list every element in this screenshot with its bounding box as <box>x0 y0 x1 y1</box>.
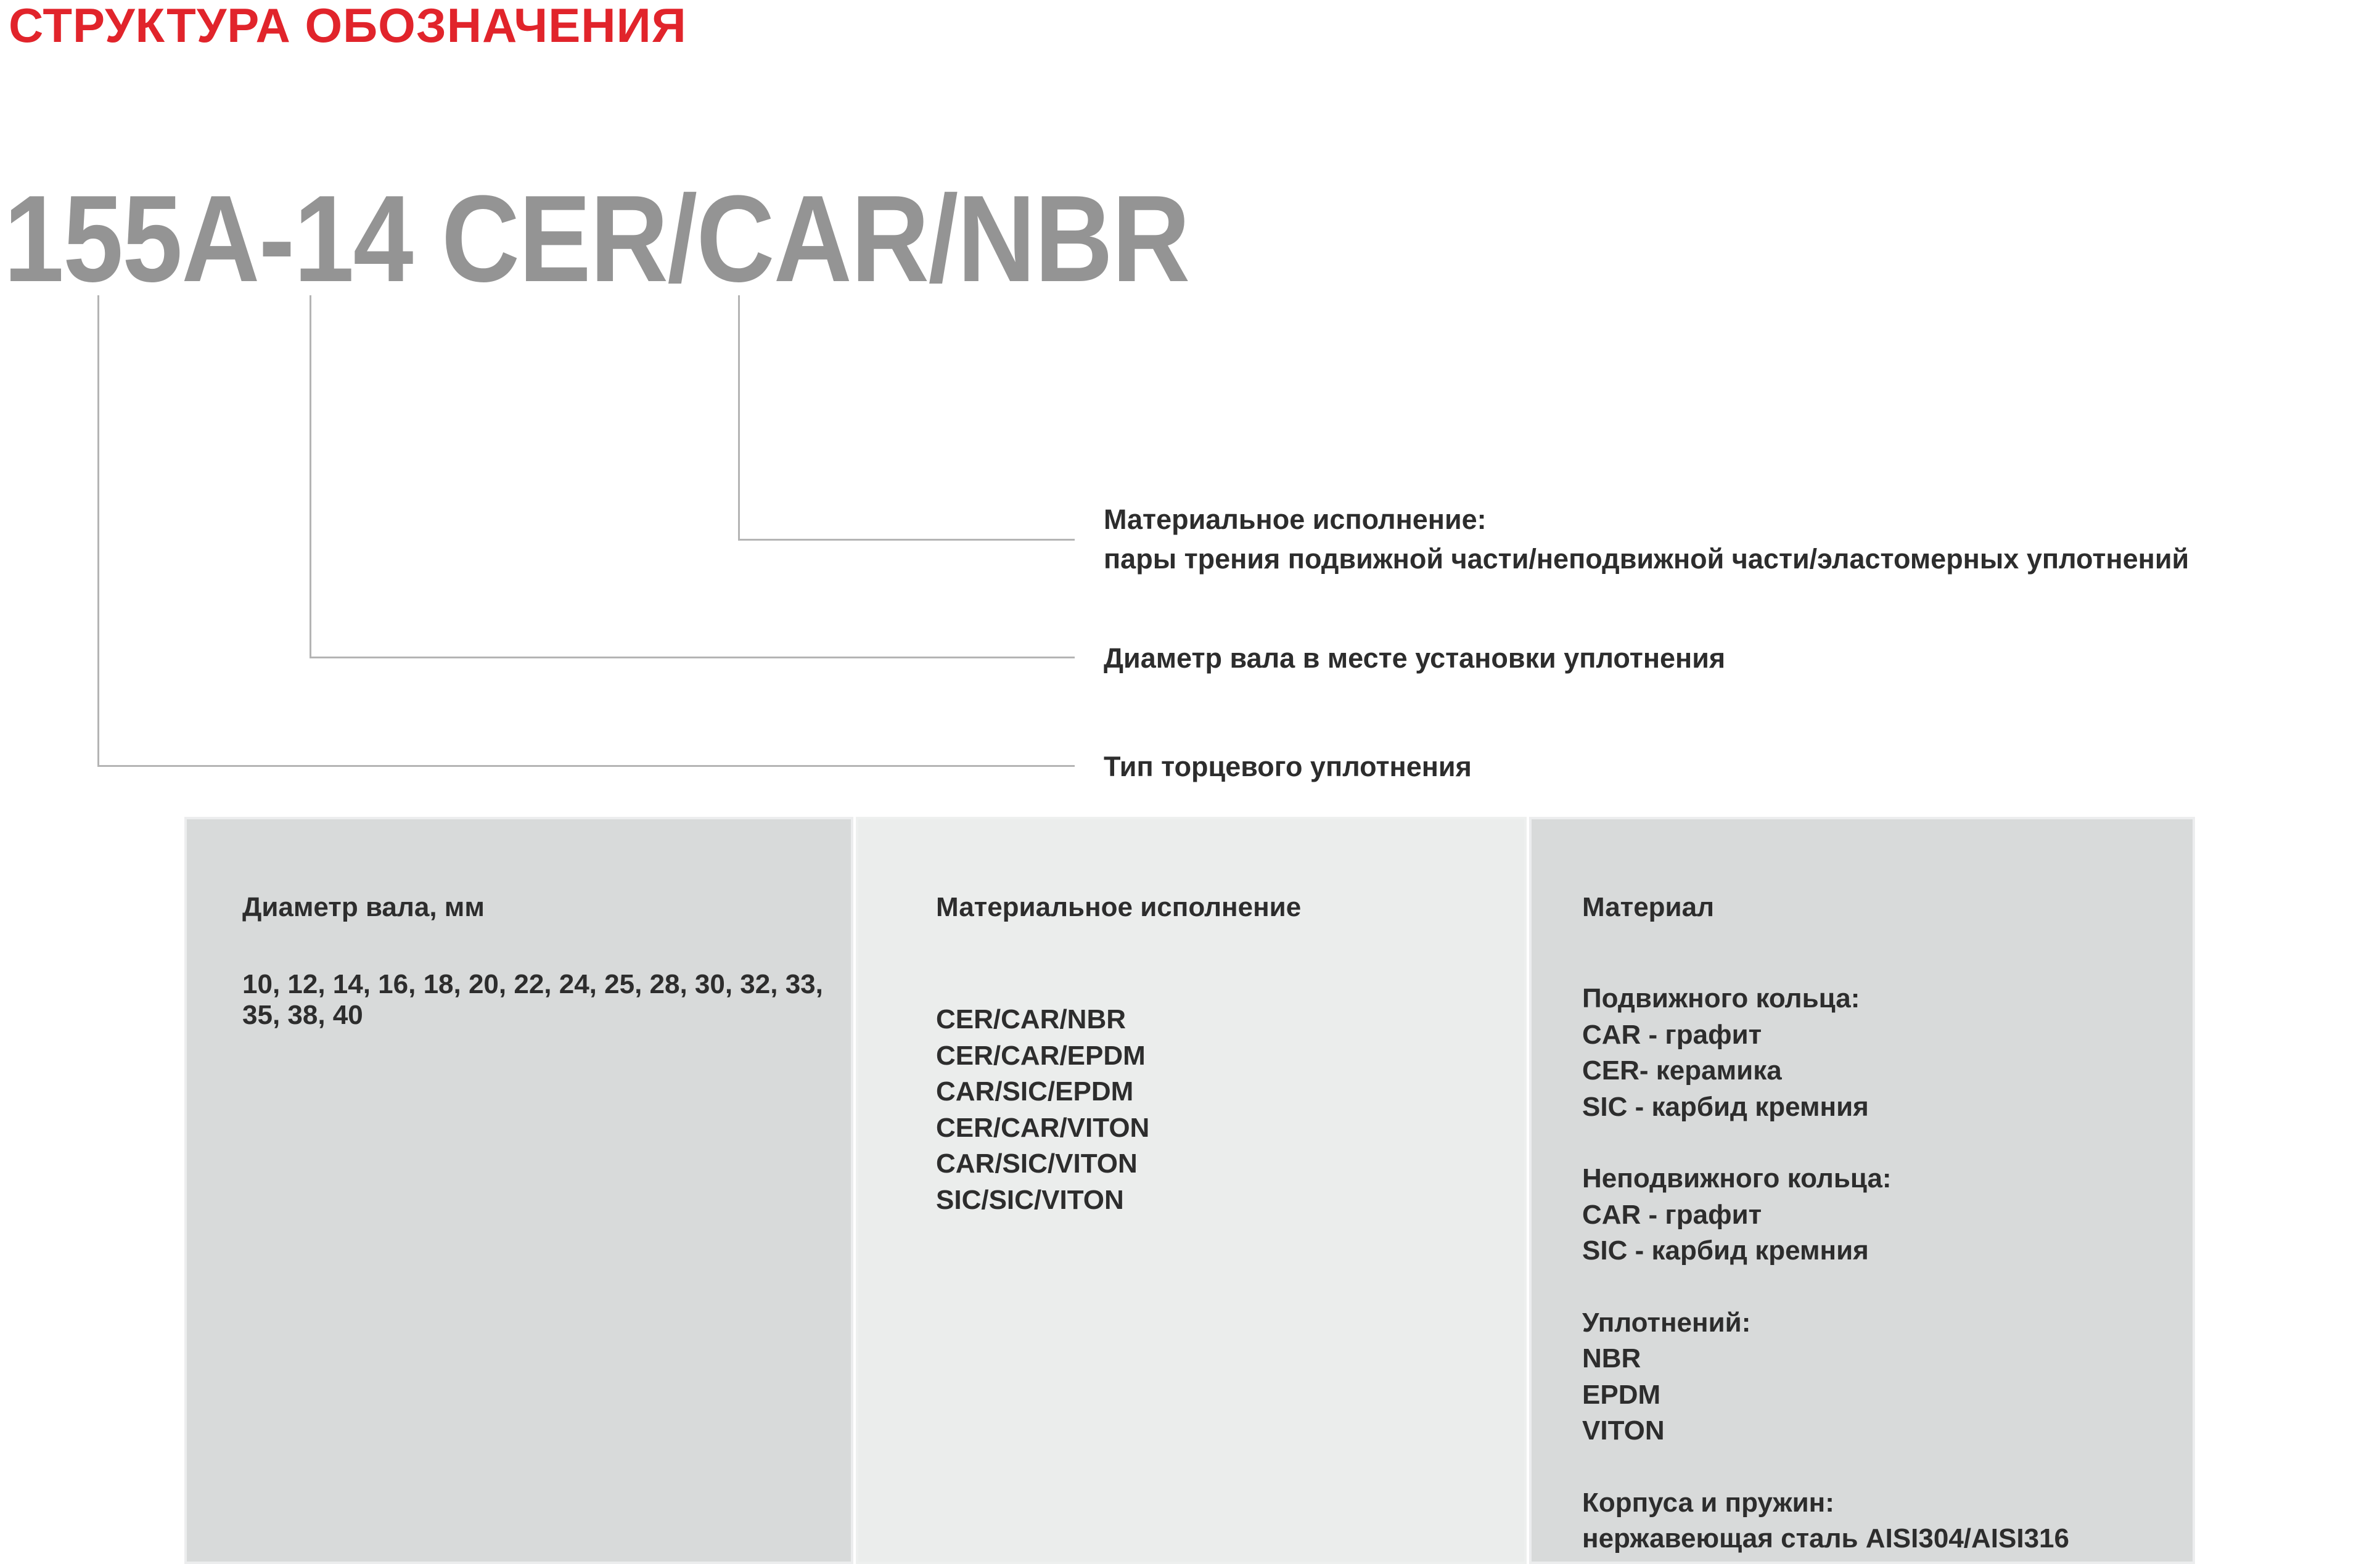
material-group-body-springs <box>1582 1485 2193 1557</box>
list-item: CAR/SIC/EPDM <box>936 1076 1134 1107</box>
group-item: SIC - карбид кремния <box>1582 1091 1869 1122</box>
list-item: CER/CAR/VITON <box>936 1112 1150 1143</box>
panel-material-execution-header: Материальное исполнение <box>936 892 1302 922</box>
panel-materials <box>1529 817 2195 1564</box>
group-item: VITON <box>1582 1415 1665 1446</box>
callout-material-line1: Материальное исполнение: <box>1104 504 1487 535</box>
panel-shaft-diameter <box>184 817 853 1564</box>
group-item: CAR - графит <box>1582 1019 1762 1050</box>
material-group-seals <box>1582 1305 2193 1449</box>
material-group-rotating-ring <box>1582 981 2193 1125</box>
callout-seal-type: Тип торцевого уплотнения <box>1104 751 1472 782</box>
panel-shaft-diameter-values: 10, 12, 14, 16, 18, 20, 22, 24, 25, 28, 30, 32, 33, 35, 38, 40 <box>242 969 823 1030</box>
group-title: Уплотнений: <box>1582 1307 1751 1338</box>
group-title: Неподвижного кольца: <box>1582 1163 1892 1193</box>
connector-line-material-execution <box>738 295 1075 541</box>
panel-materials-header: Материал <box>1582 892 1715 922</box>
page-title: СТРУКТУРА ОБОЗНАЧЕНИЯ <box>9 0 687 52</box>
list-item: CER/CAR/EPDM <box>936 1040 1146 1071</box>
list-item: SIC/SIC/VITON <box>936 1184 1124 1215</box>
group-item: SIC - карбид кремния <box>1582 1235 1869 1266</box>
material-group-stationary-ring <box>1582 1161 2193 1269</box>
group-item: CER- керамика <box>1582 1055 1782 1086</box>
group-item: EPDM <box>1582 1379 1661 1410</box>
designation-code: 155A-14 CER/CAR/NBR <box>4 170 1189 308</box>
materials-groups <box>1582 981 2193 1557</box>
callout-material-line2: пары трения подвижной части/неподвижной части/эластомерных уплотнений <box>1104 543 2189 575</box>
callout-shaft-diameter: Диаметр вала в месте установки уплотнения <box>1104 642 1726 674</box>
group-item: нержавеющая сталь AISI304/AISI316 <box>1582 1523 2070 1554</box>
panel-shaft-diameter-header: Диаметр вала, мм <box>242 892 485 922</box>
material-execution-list <box>936 1002 1524 1218</box>
callout-material-execution <box>1104 500 2189 579</box>
list-item: CER/CAR/NBR <box>936 1004 1126 1034</box>
group-item: NBR <box>1582 1343 1641 1374</box>
panel-material-execution <box>856 817 1527 1564</box>
list-item: CAR/SIC/VITON <box>936 1148 1138 1179</box>
group-item: CAR - графит <box>1582 1199 1762 1230</box>
group-title: Корпуса и пружин: <box>1582 1487 1834 1518</box>
group-title: Подвижного кольца: <box>1582 983 1860 1013</box>
